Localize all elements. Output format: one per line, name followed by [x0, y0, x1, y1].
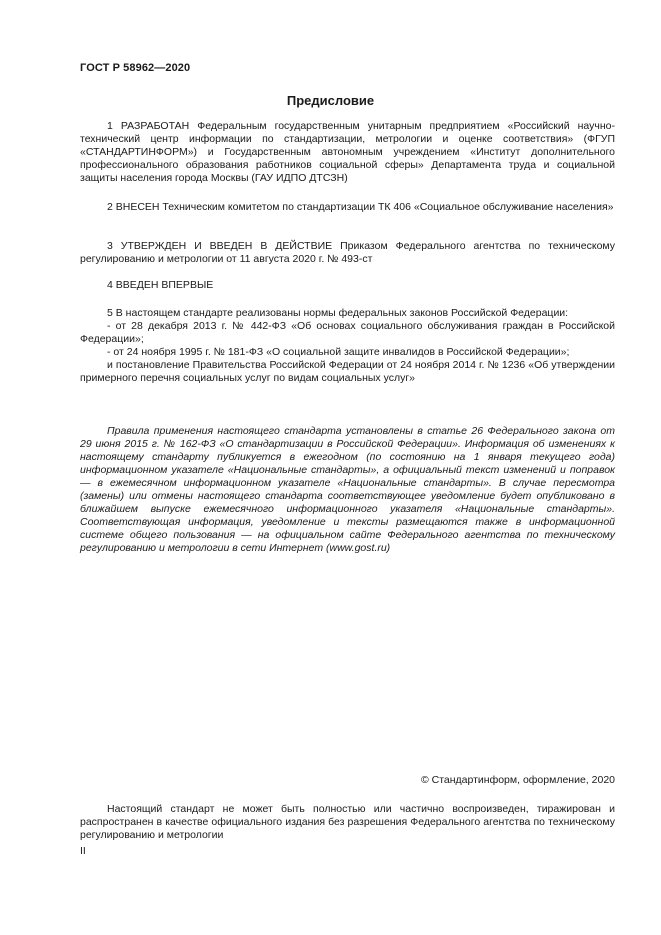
standard-code: ГОСТ Р 58962—2020 [80, 62, 191, 74]
section-approved-text: 3 УТВЕРЖДЕН И ВВЕДЕН В ДЕЙСТВИЕ Приказом Федерального агентства по техническому регулированию и метрологии от 11 августа 2020 г. № 493-ст [80, 240, 615, 265]
section-developed [80, 120, 615, 185]
section-approved [80, 240, 615, 266]
section-laws [80, 307, 615, 385]
law-item: и постановление Правительства Российской Федерации от 24 ноября 2014 г. № 1236 «Об утверждении примерного перечня социальных услуг по видам социальных услуг» [80, 359, 615, 384]
reproduction-notice-text: Настоящий стандарт не может быть полностью или частично воспроизведен, тиражирован и распространен в качестве официального издания без разрешения Федерального агентства по техническому регулированию и метрологии [80, 803, 615, 841]
page-number: II [80, 845, 86, 857]
section-first-introduced-text: 4 ВВЕДЕН ВПЕРВЫЕ [107, 279, 214, 291]
section-introduced-text: 2 ВНЕСЕН Техническим комитетом по стандартизации ТК 406 «Социальное обслуживание населения» [107, 201, 614, 213]
section-first-introduced [80, 279, 615, 292]
copyright-line: © Стандартинформ, оформление, 2020 [420, 774, 615, 786]
reproduction-notice [80, 803, 615, 842]
page-title: Предисловие [286, 93, 375, 108]
section-introduced [80, 201, 615, 214]
law-item: - от 24 ноября 1995 г. № 181-ФЗ «О социальной защите инвалидов в Российской Федерации»; [107, 346, 570, 358]
law-item: - от 28 декабря 2013 г. № 442-ФЗ «Об основах социального обслуживания граждан в Российской Федерации»; [80, 320, 615, 345]
section-laws-intro: 5 В настоящем стандарте реализованы нормы федеральных законов Российской Федерации: [107, 307, 569, 319]
section-developed-text: 1 РАЗРАБОТАН Федеральным государственным унитарным предприятием «Российский научно-технический центр информации по стандартизации, метрологии и оценке соответствия» (ФГУП «СТАНДАРТИНФОРМ») и Государственным автономным учреждением «Институт дополнительного профессионального образования работников социальной сферы» Департамента труда и социальной защиты населения города Москвы (ГАУ ИДПО ДТСЗН) [80, 120, 615, 184]
application-rules-text: Правила применения настоящего стандарта установлены в статье 26 Федерального закона от 29 июня 2015 г. № 162-ФЗ «О стандартизации в Российской Федерации». Информация об изменениях к настоящему стандарту публикуется в ежегодном (по состоянию на 1 января текущего года) информационном указателе «Национальные стандарты», а официальный текст изменений и поправок — в ежемесячном информационном указателе «Национальные стандарты». В случае пересмотра (замены) или отмены настоящего стандарта соответствующее уведомление будет опубликовано в ближайшем выпуске ежемесячного информационного указателя «Национальные стандарты». Соответствующая информация, уведомление и тексты размещаются также в информационной системе общего пользования — на официальном сайте Федерального агентства по техническому регулированию и метрологии в сети Интернет (www.gost.ru) [80, 425, 615, 554]
application-rules-notice [80, 425, 615, 555]
